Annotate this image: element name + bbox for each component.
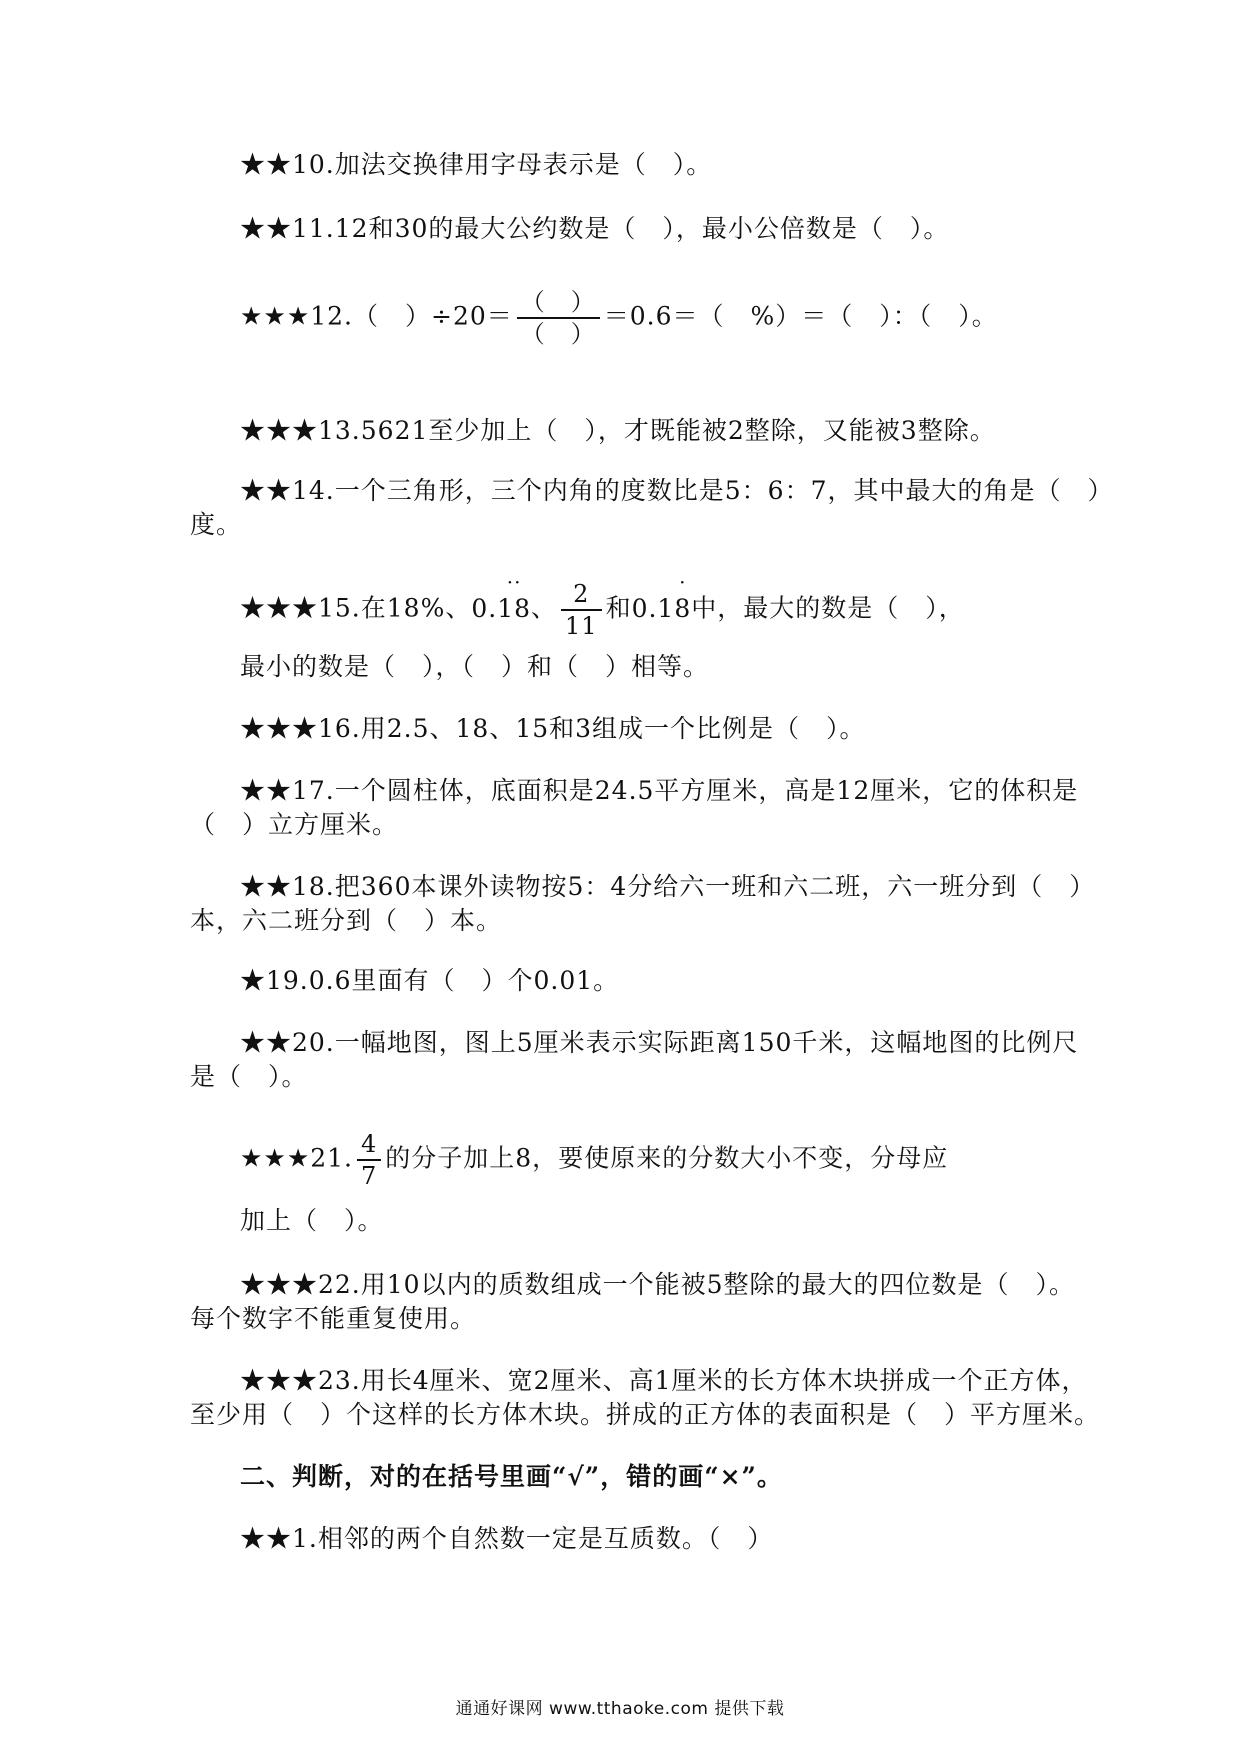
question-21-prefix: ★★★21. <box>240 1143 353 1173</box>
repeating-decimal-2 <box>631 569 692 623</box>
question-21-fraction <box>357 1132 381 1188</box>
section-2-question-1: ★★1.相邻的两个自然数一定是互质数。（ ） <box>240 1524 774 1553</box>
separator: 、 <box>531 593 558 623</box>
decimal-int-part: 0. <box>471 593 498 623</box>
question-10: ★★10.加法交换律用字母表示是（ ）。 <box>240 150 713 179</box>
question-12-suffix: ＝0.6＝（ %）＝（ ）：（ ）。 <box>603 301 998 331</box>
question-15-line2: 最小的数是（ ），（ ）和（ ）相等。 <box>240 652 710 681</box>
question-14-line1: ★★14.一个三角形，三个内角的度数比是5：6：7，其中最大的角是（ ） <box>240 476 1114 505</box>
question-21-suffix: 的分子加上8，要使原来的分数大小不变，分母应 <box>385 1143 949 1173</box>
question-13: ★★★13.5621至少加上（ ），才既能被2整除，又能被3整除。 <box>240 416 996 445</box>
fraction-numerator: 2 <box>573 580 590 608</box>
question-21-line2: 加上（ ）。 <box>240 1206 384 1235</box>
question-18-line2: 本，六二班分到（ ）本。 <box>190 906 503 935</box>
page-footer: 通通好课网 www.tthaoke.com 提供下载 <box>455 1699 785 1719</box>
question-15-fraction <box>561 582 602 638</box>
question-11: ★★11.12和30的最大公约数是（ ），最小公倍数是（ ）。 <box>240 214 950 243</box>
fraction-numerator: （ ） <box>520 288 596 316</box>
question-22-line1: ★★★22.用10以内的质数组成一个能被5整除的最大的四位数是（ ）。 <box>240 1270 1075 1299</box>
fraction-bar <box>561 609 602 611</box>
repeating-decimal-1 <box>471 569 531 623</box>
question-12 <box>240 290 998 346</box>
question-17-line1: ★★17.一个圆柱体，底面积是24.5平方厘米，高是12厘米，它的体积是 <box>240 776 1079 805</box>
question-22-line2: 每个数字不能重复使用。 <box>190 1304 477 1333</box>
conjunction: 和 <box>605 593 632 623</box>
question-12-prefix: ★★★12.（ ）÷20＝ <box>240 301 513 331</box>
question-19: ★19.0.6里面有（ ）个0.01。 <box>240 966 620 995</box>
repeat-dots-icon: ·· <box>506 569 522 594</box>
fraction-numerator: 4 <box>361 1130 378 1158</box>
question-23-line1: ★★★23.用长4厘米、宽2厘米、高1厘米的长方体木块拼成一个正方体， <box>240 1366 1088 1395</box>
question-15 <box>240 569 965 640</box>
fraction-bar <box>357 1159 381 1161</box>
fraction-denominator: 7 <box>361 1162 378 1190</box>
section-2-heading: 二、判断，对的在括号里画“√”，错的画“×”。 <box>240 1462 783 1491</box>
question-16: ★★★16.用2.5、18、15和3组成一个比例是（ ）。 <box>240 714 866 743</box>
question-20-line2: 是（ ）。 <box>190 1062 308 1091</box>
question-15-prefix: ★★★15.在18%、 <box>240 593 472 623</box>
fraction-bar <box>517 317 600 319</box>
question-20-line1: ★★20.一幅地图，图上5厘米表示实际距离150千米，这幅地图的比例尺 <box>240 1028 1079 1057</box>
decimal-int-part: 0.1 <box>631 593 675 623</box>
repeating-digits <box>497 569 531 629</box>
question-21 <box>240 1132 948 1188</box>
fraction-denominator: （ ） <box>520 320 596 348</box>
fraction-denominator: 11 <box>565 612 598 640</box>
question-14-line2: 度。 <box>190 510 243 539</box>
question-12-fraction <box>517 290 600 346</box>
repeat-digit-text: 8 <box>674 593 692 623</box>
question-23-line2: 至少用（ ）个这样的长方体木块。拼成的正方体的表面积是（ ）平方厘米。 <box>190 1400 1101 1429</box>
repeat-digits-text: 18 <box>497 593 531 623</box>
question-17-line2: （ ）立方厘米。 <box>190 810 399 839</box>
question-18-line1: ★★18.把360本课外读物按5：4分给六一班和六二班，六一班分到（ ） <box>240 872 1096 901</box>
question-15-suffix: 中，最大的数是（ ）， <box>691 593 965 623</box>
repeating-digit <box>674 569 692 629</box>
repeat-dot-icon: · <box>679 569 687 594</box>
